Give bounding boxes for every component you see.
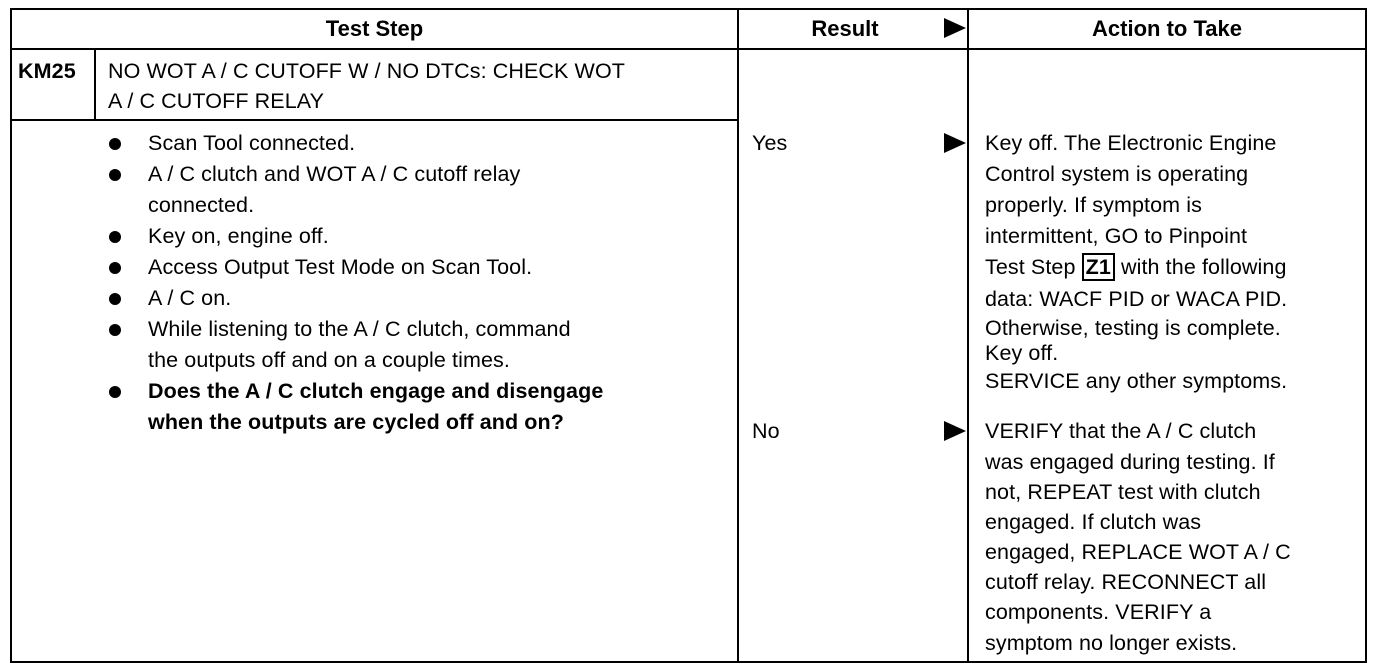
column-divider-action (967, 8, 969, 663)
bullet-dot-icon (109, 386, 121, 398)
header-action: Action to Take (1092, 16, 1242, 41)
table-border-left (10, 8, 12, 663)
yes-action-line-6: data: WACF PID or WACA PID. (985, 287, 1288, 311)
no-action-line-8: symptom no longer exists. (985, 631, 1238, 655)
step-id-divider (94, 48, 96, 120)
bullet-text-line: when the outputs are cycled off and on? (148, 410, 565, 434)
no-action-line-1: VERIFY that the A / C clutch (985, 419, 1257, 443)
table-border-right (1365, 8, 1367, 663)
bullet-dot-icon (109, 231, 121, 243)
yes-action-line-4: intermittent, GO to Pinpoint (985, 224, 1248, 248)
header-bottom-rule (10, 48, 1367, 50)
bullet-text-line: A / C clutch and WOT A / C cutoff relay (148, 162, 521, 186)
bullet-dot-icon (109, 324, 121, 336)
bullet-text-line: Access Output Test Mode on Scan Tool. (148, 255, 533, 279)
bullet-text-line: While listening to the A / C clutch, command (148, 317, 571, 341)
bullet-dot-icon (109, 293, 121, 305)
bullet-text-line: connected. (148, 193, 255, 217)
no-action-line-5: engaged, REPLACE WOT A / C (985, 540, 1291, 564)
no-action-line-3: not, REPEAT test with clutch (985, 480, 1261, 504)
header-result: Result (811, 16, 879, 41)
result-no: No (752, 419, 780, 443)
step-title-line2: A / C CUTOFF RELAY (108, 89, 325, 113)
table-border-top (10, 8, 1367, 10)
yes-action-line-2: Control system is operating (985, 162, 1249, 186)
no-arrow-icon (944, 421, 966, 441)
no-action-line-6: cutoff relay. RECONNECT all (985, 570, 1267, 594)
bullet-dot-icon (109, 169, 121, 181)
bullet-text-line: A / C on. (148, 286, 232, 310)
step-id: KM25 (18, 59, 76, 83)
header-arrow-icon (944, 18, 966, 38)
step-title-line1: NO WOT A / C CUTOFF W / NO DTCs: CHECK WOT (108, 59, 626, 83)
yes-action-line-1: Key off. The Electronic Engine (985, 131, 1277, 155)
bullet-dot-icon (109, 138, 121, 150)
bullet-text-line: Key on, engine off. (148, 224, 329, 248)
yes-arrow-icon (944, 133, 966, 153)
no-action-line-2: was engaged during testing. If (985, 450, 1275, 474)
pinpoint-step-reference: Z1 (1082, 253, 1115, 281)
column-divider-teststep (737, 8, 739, 663)
yes-action-line-5-tail: with the following (1114, 255, 1287, 279)
yes-action-line-9: SERVICE any other symptoms. (985, 369, 1288, 393)
bullet-text-line: Scan Tool connected. (148, 131, 356, 155)
yes-action-line-7: Otherwise, testing is complete. (985, 316, 1281, 340)
header-test-step: Test Step (325, 16, 424, 41)
no-action-line-4: engaged. If clutch was (985, 510, 1202, 534)
yes-action-line-8: Key off. (985, 341, 1059, 365)
yes-action-line-5-text: Test Step (985, 255, 1082, 279)
result-yes: Yes (752, 131, 788, 155)
step-title-bottom-rule (10, 119, 739, 121)
yes-action-line-3: properly. If symptom is (985, 193, 1202, 217)
bullet-text-line: Does the A / C clutch engage and disengage (148, 379, 604, 403)
no-action-line-7: components. VERIFY a (985, 600, 1212, 624)
bullet-text-line: the outputs off and on a couple times. (148, 348, 510, 372)
bullet-dot-icon (109, 262, 121, 274)
yes-action-line-5 (985, 252, 1287, 283)
table-border-bottom (10, 661, 1367, 663)
